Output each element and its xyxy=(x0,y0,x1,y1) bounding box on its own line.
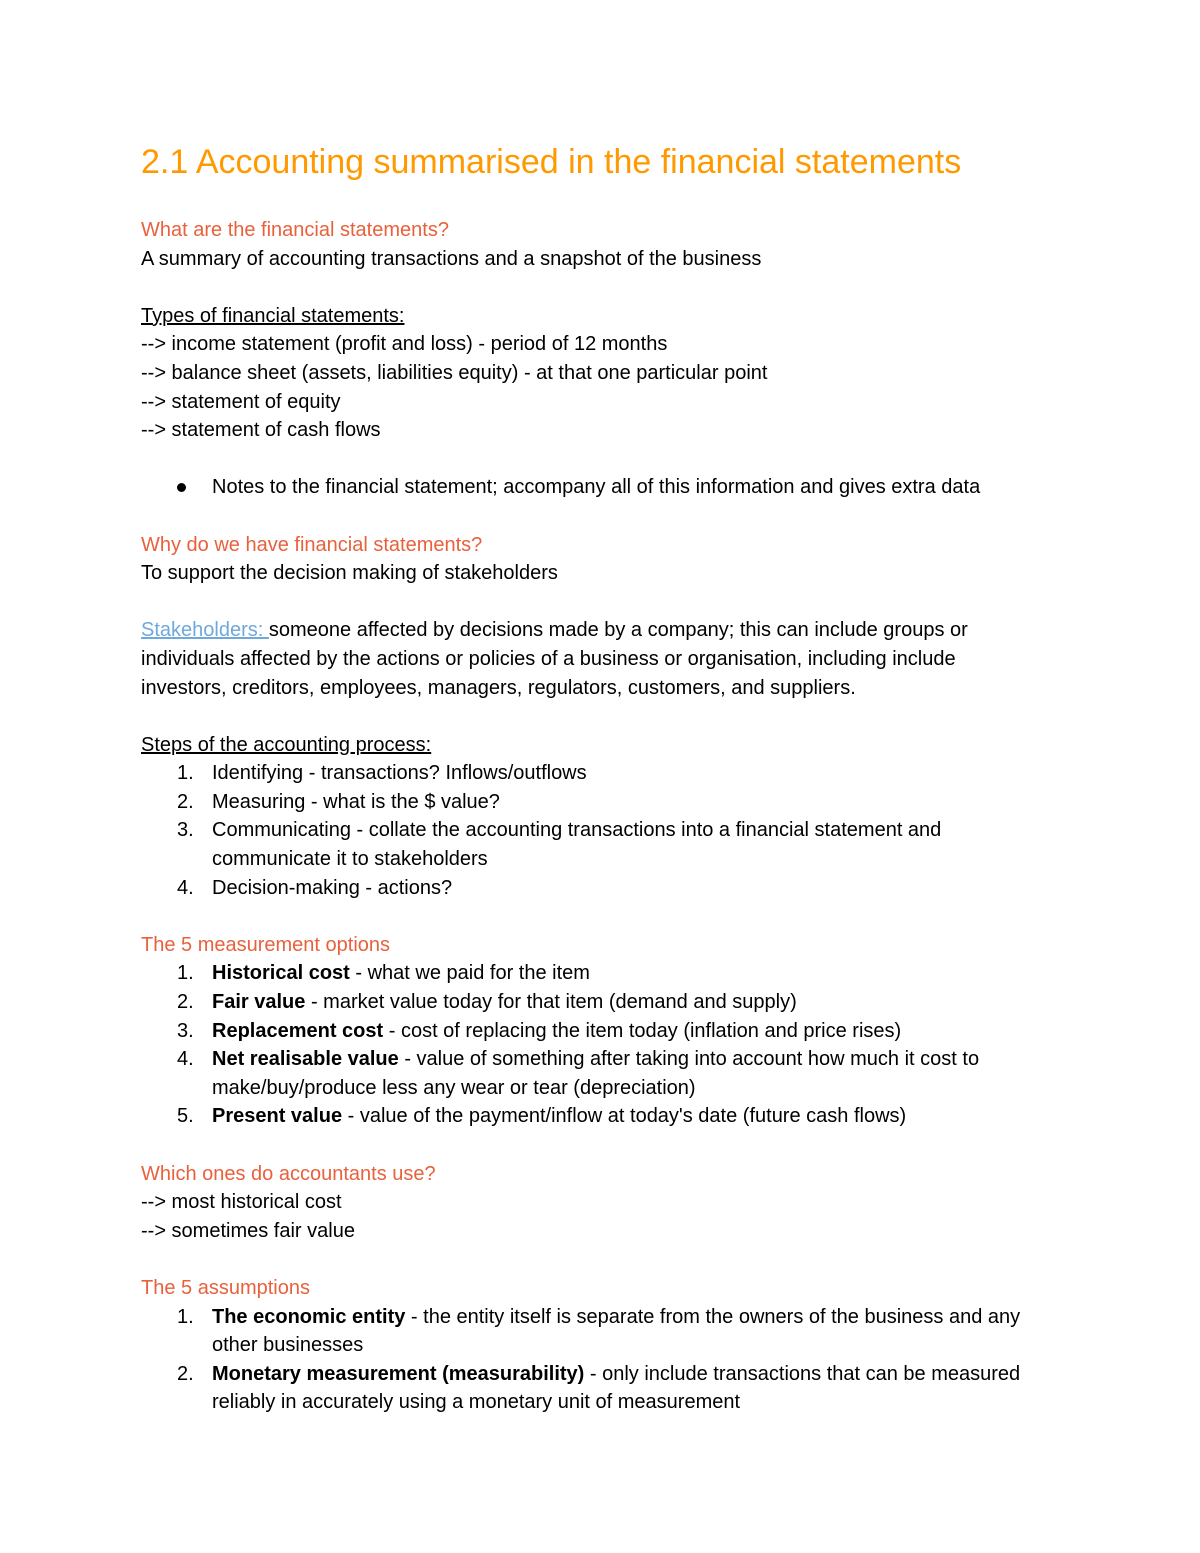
spacer xyxy=(141,445,1061,474)
statement-type-line: --> statement of equity xyxy=(141,390,341,413)
list-item xyxy=(141,1045,1047,1102)
which-line: --> sometimes fair value xyxy=(141,1219,355,1242)
spacer xyxy=(141,1131,1061,1160)
list-item xyxy=(141,473,1061,502)
notes-bullet-list xyxy=(141,473,1061,502)
measurement-term: Net realisable value xyxy=(212,1048,399,1071)
step-text: Communicating - collate the accounting transactions into a financial statement and communicate it to stakeholders xyxy=(212,819,942,871)
list-item xyxy=(141,759,1047,788)
spacer xyxy=(141,502,1061,531)
measurement-text: - what we paid for the item xyxy=(349,962,590,985)
steps-list xyxy=(141,759,1061,902)
list-number: 1. xyxy=(177,1305,194,1328)
list-item xyxy=(141,1102,1047,1131)
list-item xyxy=(141,1303,1047,1360)
measurement-text: - value of the payment/inflow at today's date (future cash flows) xyxy=(342,1105,907,1128)
assumption-text: - only include transactions that can be measured reliably in accurately using a monetary unit of measurement xyxy=(212,1362,1021,1414)
statement-type-line: --> statement of cash flows xyxy=(141,419,381,442)
measurement-text: - market value today for that item (demand and supply) xyxy=(305,991,797,1014)
bullet-dot-icon xyxy=(177,483,186,492)
step-text: Measuring - what is the $ value? xyxy=(212,790,500,813)
measurement-text: - value of something after taking into account how much it cost to make/buy/produce less any wear or tear (depreciation) xyxy=(212,1048,980,1099)
list-number: 1. xyxy=(177,962,194,985)
heading-assumptions: The 5 assumptions xyxy=(141,1276,310,1299)
step-text: Decision-making - actions? xyxy=(212,876,453,899)
what-are-statements-text: A summary of accounting transactions and a snapshot of the business xyxy=(141,247,762,270)
spacer xyxy=(141,588,1061,617)
list-item xyxy=(141,959,1047,988)
list-number: 4. xyxy=(177,1048,194,1071)
list-number: 2. xyxy=(177,1362,194,1385)
measurement-term: Fair value xyxy=(212,991,306,1014)
assumption-term: The economic entity xyxy=(212,1305,406,1328)
list-number: 3. xyxy=(177,1019,194,1042)
page-title: 2.1 Accounting summarised in the financial statements xyxy=(141,143,962,181)
assumptions-list xyxy=(141,1303,1061,1417)
measurement-term: Present value xyxy=(212,1105,343,1128)
spacer xyxy=(141,273,1061,302)
assumption-text: - the entity itself is separate from the owners of the business and any other businesses xyxy=(212,1305,1021,1357)
measurement-list xyxy=(141,959,1061,1131)
list-number: 2. xyxy=(177,991,194,1014)
which-line: --> most historical cost xyxy=(141,1191,342,1214)
step-text: Identifying - transactions? Inflows/outflows xyxy=(212,762,587,785)
measurement-text: - cost of replacing the item today (inflation and price rises) xyxy=(383,1019,902,1042)
stakeholders-link[interactable]: Stakeholders: xyxy=(141,619,269,642)
spacer xyxy=(141,1245,1061,1274)
why-statements-text: To support the decision making of stakeholders xyxy=(141,562,558,585)
stakeholders-definition: someone affected by decisions made by a company; this can include groups or individuals affected by the actions or policies of a business or organisation, including include investors, creditors, employees, managers, regulators, customers, and suppliers. xyxy=(141,619,968,699)
list-item xyxy=(141,788,1047,817)
heading-what-are-statements: What are the financial statements? xyxy=(141,219,449,241)
list-number: 5. xyxy=(177,1105,194,1128)
assumption-term: Monetary measurement (measurability) xyxy=(212,1362,585,1385)
list-item xyxy=(141,1017,1047,1046)
list-item xyxy=(141,816,1047,873)
heading-types-of-statements: Types of financial statements: xyxy=(141,304,405,327)
list-number: 1. xyxy=(177,762,194,785)
document-body xyxy=(141,216,1061,1417)
spacer xyxy=(141,702,1061,731)
heading-which-ones: Which ones do accountants use? xyxy=(141,1162,436,1185)
heading-steps-accounting-process: Steps of the accounting process: xyxy=(141,733,432,756)
heading-why-statements: Why do we have financial statements? xyxy=(141,533,483,556)
heading-measurement-options: The 5 measurement options xyxy=(141,933,391,956)
statement-type-line: --> balance sheet (assets, liabilities equity) - at that one particular point xyxy=(141,361,768,384)
list-item xyxy=(141,874,1047,903)
notes-bullet-text: Notes to the financial statement; accompany all of this information and gives extra data xyxy=(212,476,981,499)
list-number: 2. xyxy=(177,790,194,813)
list-number: 3. xyxy=(177,819,194,842)
measurement-term: Historical cost xyxy=(212,962,350,985)
spacer xyxy=(141,902,1061,931)
list-number: 4. xyxy=(177,876,194,899)
statement-type-line: --> income statement (profit and loss) - period of 12 months xyxy=(141,333,668,356)
list-item xyxy=(141,988,1047,1017)
stakeholders-paragraph xyxy=(141,616,1046,702)
measurement-term: Replacement cost xyxy=(212,1019,384,1042)
list-item xyxy=(141,1360,1047,1417)
